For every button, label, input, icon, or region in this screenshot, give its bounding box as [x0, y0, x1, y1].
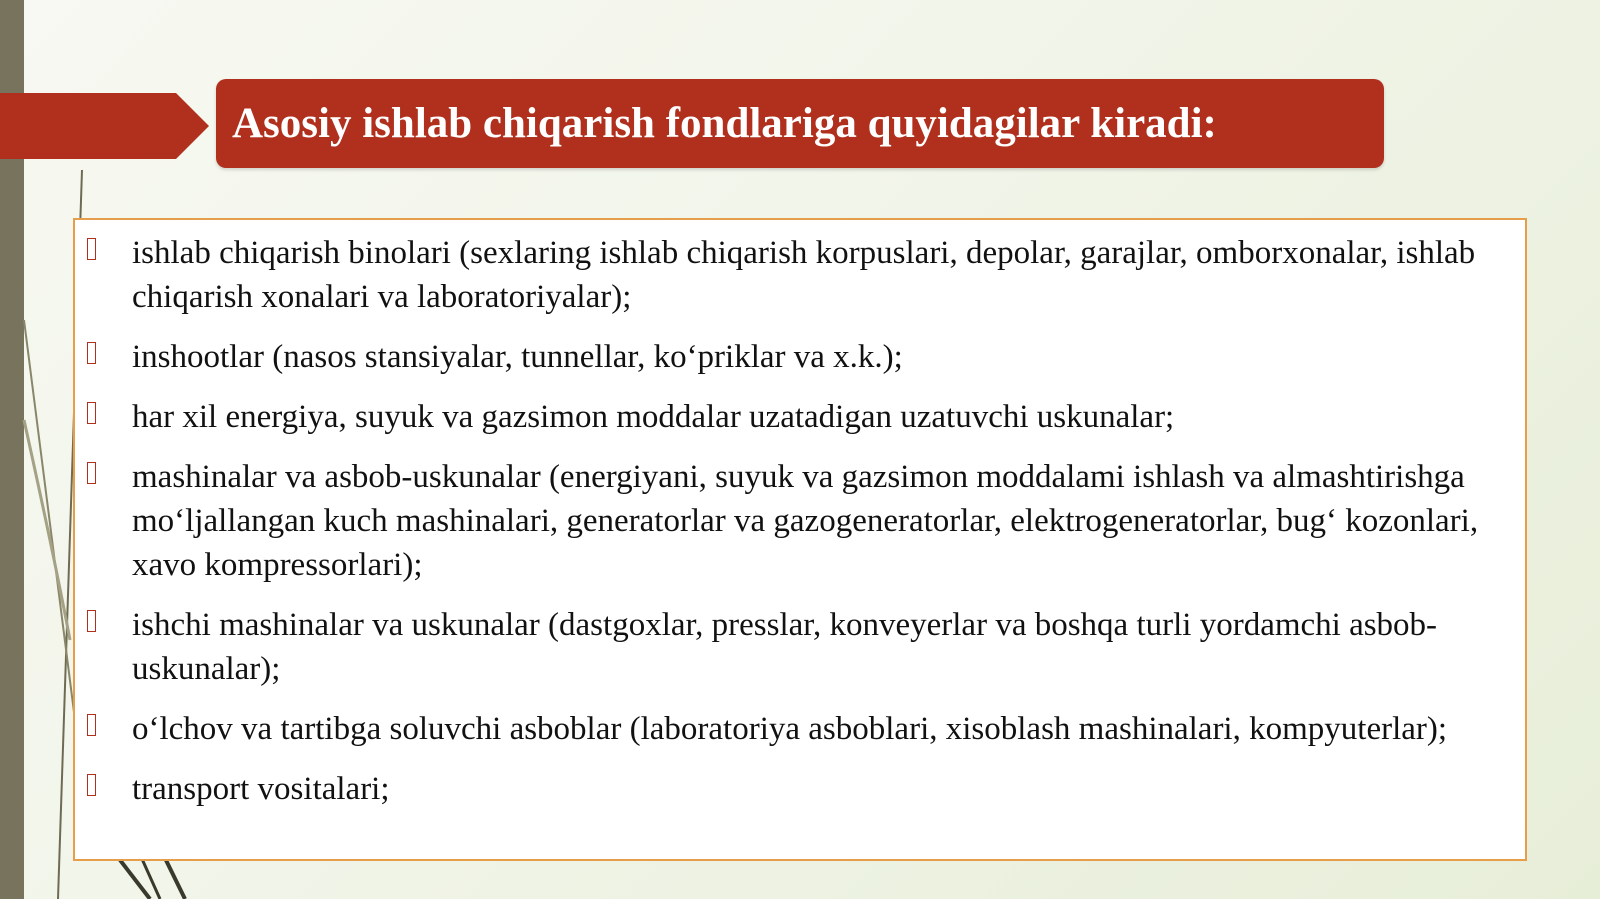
list-item: [75, 455, 1495, 587]
square-bullet-icon: [87, 462, 96, 484]
list-item-text: har xil energiya, suyuk va gazsimon moddalar uzatadigan uzatuvchi uskunalar;: [132, 399, 1175, 435]
square-bullet-icon: [87, 610, 96, 632]
square-bullet-icon: [87, 342, 96, 364]
list-item-text: o‘lchov va tartibga soluvchi asboblar (laboratoriya asboblari, xisoblash mashinalari, kompyuterlar);: [132, 711, 1448, 747]
title-banner: [216, 79, 1384, 168]
list-item-text: ishlab chiqarish binolari (sexlaring ishlab chiqarish korpuslari, depolar, garajlar, omborxonalar, ishlab chiqarish xonalari va laboratoriyalar);: [132, 235, 1476, 315]
title-arrow-shape: [0, 93, 210, 159]
list-item-text: ishchi mashinalar va uskunalar (dastgoxlar, presslar, konveyerlar va boshqa turli yordamchi asbob-uskunalar);: [132, 607, 1438, 687]
list-item: [75, 767, 1495, 811]
square-bullet-icon: [87, 714, 96, 736]
list-item-text: transport vositalari;: [132, 771, 390, 807]
list-item-text: mashinalar va asbob-uskunalar (energiyani, suyuk va gazsimon moddalami ishlash va almashtirishga mo‘ljallangan kuch mashinalari, generatorlar va gazogeneratorlar, elektrogeneratorlar, bug‘ kozonlari, xavo kompressorlari);: [132, 459, 1479, 583]
list-item: [75, 231, 1495, 319]
square-bullet-icon: [87, 402, 96, 424]
list-item: [75, 603, 1495, 691]
list-item: [75, 395, 1495, 439]
content-box: [73, 218, 1527, 861]
list-item: [75, 707, 1495, 751]
square-bullet-icon: [87, 774, 96, 796]
page-title: Asosiy ishlab chiqarish fondlariga quyidagilar kiradi:: [232, 100, 1217, 147]
list-item: [75, 335, 1495, 379]
list-item-text: inshootlar (nasos stansiyalar, tunnellar, ko‘priklar va x.k.);: [132, 339, 903, 375]
square-bullet-icon: [87, 238, 96, 260]
bullet-list: [75, 231, 1495, 811]
